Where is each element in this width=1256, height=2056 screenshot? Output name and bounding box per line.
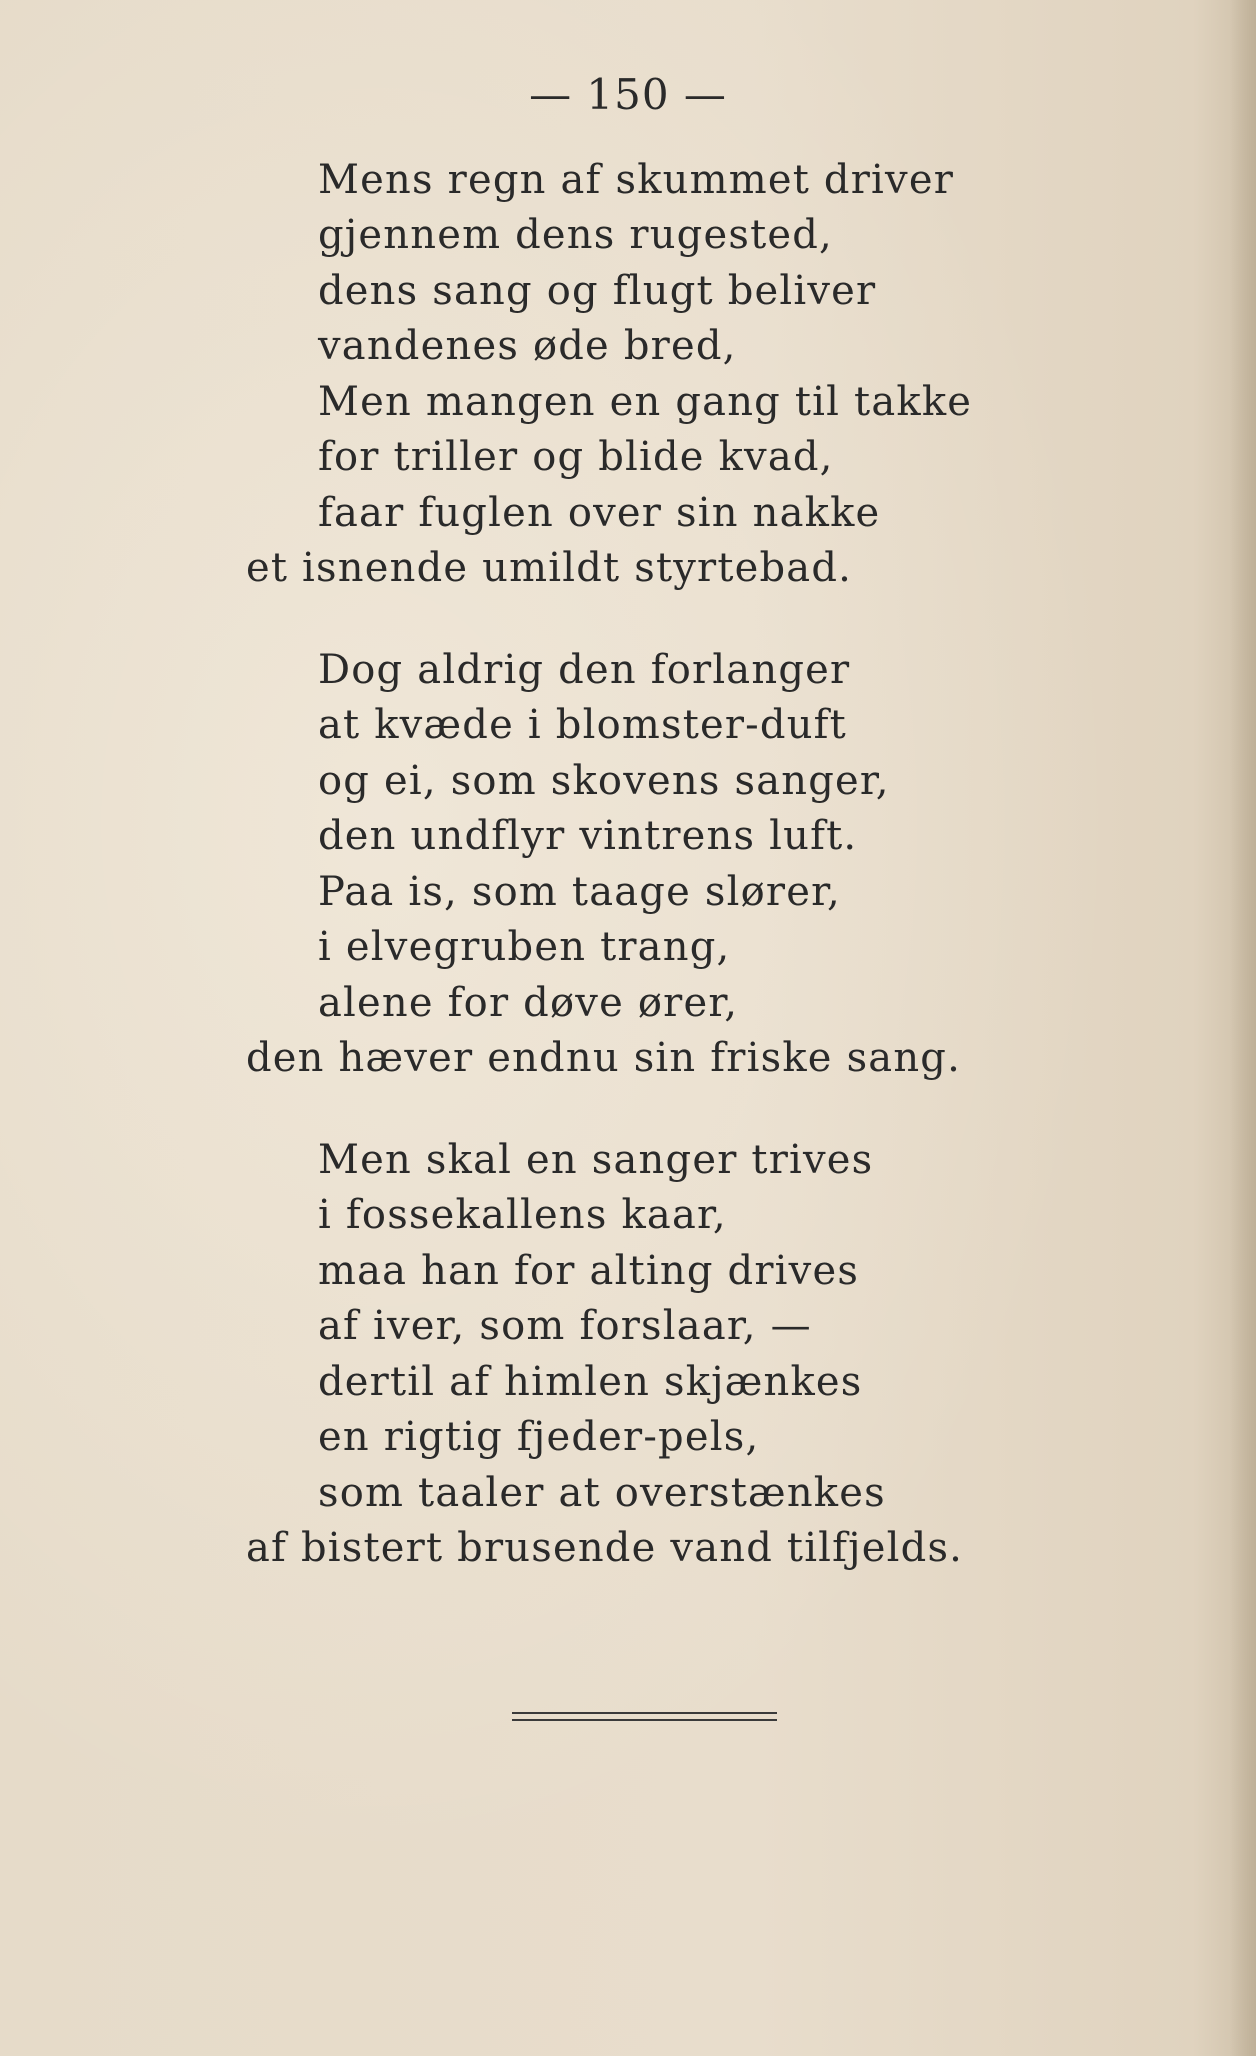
verse-line: dertil af himlen skjænkes: [318, 1359, 863, 1405]
verse-line: dens sang og flugt beliver: [318, 268, 877, 314]
verse-line: maa han for alting drives: [318, 1248, 860, 1294]
verse-line: af iver, som forslaar, —: [318, 1303, 812, 1349]
section-rule-bottom: [512, 1719, 777, 1721]
page-edge-shadow: [1230, 0, 1256, 2056]
verse-line: og ei, som skovens sanger,: [318, 758, 890, 804]
verse-line: Men mangen en gang til takke: [318, 379, 973, 425]
verse-line: Dog aldrig den forlanger: [318, 647, 851, 693]
verse-line: vandenes øde bred,: [318, 323, 737, 369]
section-rule-top: [512, 1712, 777, 1714]
verse-line: den hæver endnu sin friske sang.: [246, 1035, 962, 1081]
page-number: — 150 —: [529, 70, 727, 119]
verse-line: at kvæde i blomster-duft: [318, 702, 847, 748]
verse-line: alene for døve ører,: [318, 980, 739, 1026]
verse-line: et isnende umildt styrtebad.: [246, 545, 853, 591]
verse-line: gjennem dens rugested,: [318, 212, 833, 258]
verse-line: Men skal en sanger trives: [318, 1137, 874, 1183]
verse-line: den undflyr vintrens luft.: [318, 813, 858, 859]
verse-line: i elvegruben trang,: [318, 924, 731, 970]
verse-line: for triller og blide kvad,: [318, 434, 834, 480]
verse-line: som taaler at overstænkes: [318, 1470, 886, 1516]
verse-line: i fossekallens kaar,: [318, 1192, 727, 1238]
verse-line: af bistert brusende vand tilfjelds.: [246, 1525, 964, 1571]
verse-line: faar fuglen over sin nakke: [318, 490, 881, 536]
verse-line: en rigtig fjeder-pels,: [318, 1414, 760, 1460]
verse-line: Paa is, som taage slører,: [318, 869, 841, 915]
verse-line: Mens regn af skummet driver: [318, 157, 955, 203]
